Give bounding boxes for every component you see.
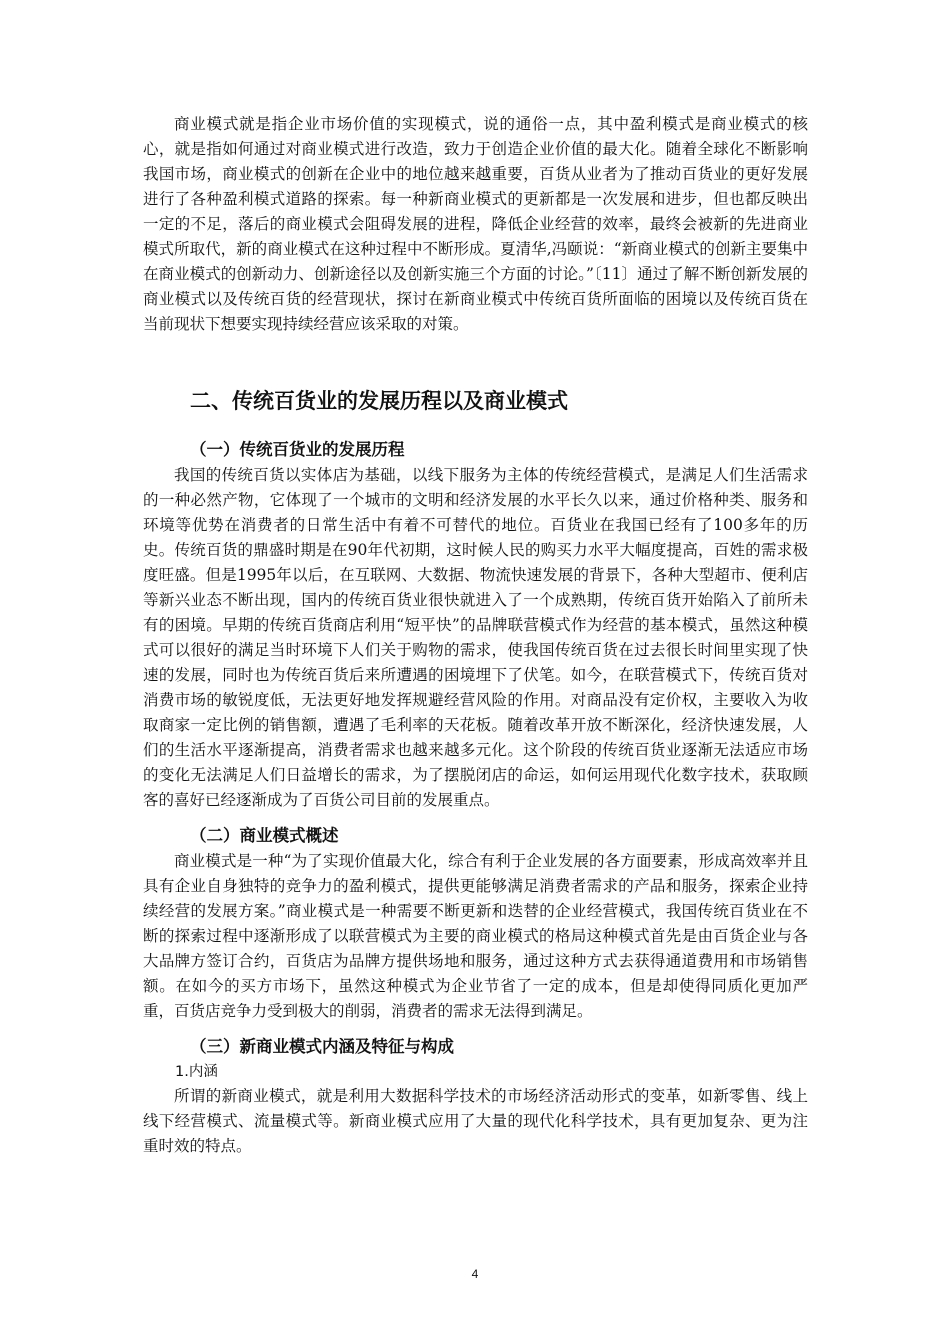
subsection-2-paragraph: 商业模式是一种“为了实现价值最大化，综合有利于企业发展的各方面要素，形成高效率并且具有企业自身独特的竞争力的盈利模式，提供更能够满足消费者需求的产品和服务，探索企业持续经营的发展方案。”商业模式是一种需要不断更新和迭替的企业经营模式，我国传统百货业在不断的探索过程中逐渐形成了以联营模式为主要的商业模式的格局这种模式首先是由百货企业与各大品牌方签订合约，百货店为品牌方提供场地和服务，通过这种方式去获得通道费用和市场销售额。在如今的买方市场下，虽然这种模式为企业节省了一定的成本，但是却使得同质化更加严重，百货店竞争力受到极大的削弱，消费者的需求无法得到满足。 xyxy=(143,852,808,1020)
subsection-1-heading: （一）传统百货业的发展历程 xyxy=(190,440,405,459)
subsection-2-heading: （二）商业模式概述 xyxy=(190,826,339,845)
intro-paragraph: 商业模式就是指企业市场价值的实现模式，说的通俗一点，其中盈利模式是商业模式的核心，就是指如何通过对商业模式进行改造，致力于创造企业价值的最大化。随着全球化不断影响我国市场，商业模式的创新在企业中的地位越来越重要，百货从业者为了推动百货业的更好发展进行了各种盈利模式道路的探索。每一种新商业模式的更新都是一次发展和进步，但也都反映出一定的不足，落后的商业模式会阻碍发展的进程，降低企业经营的效率，最终会被新的先进商业模式所取代，新的商业模式在这种过程中不断形成。夏清华,冯颐说：“新商业模式的创新主要集中在商业模式的创新动力、创新途径以及创新实施三个方面的讨论。”〔11〕通过了解不断创新发展的商业模式以及传统百货的经营现状，探讨在新商业模式中传统百货所面临的困境以及传统百货在当前现状下想要实现持续经营应该采取的对策。 xyxy=(143,115,808,333)
subsection-1-paragraph: 我国的传统百货以实体店为基础，以线下服务为主体的传统经营模式，是满足人们生活需求的一种必然产物，它体现了一个城市的文明和经济发展的水平长久以来，通过价格种类、服务和环境等优势在消费者的日常生活中有着不可替代的地位。百货业在我国已经有了100多年的历史。传统百货的鼎盛时期是在90年代初期，这时候人民的购买力水平大幅度提高，百姓的需求极度旺盛。但是1995年以后，在互联网、大数据、物流快速发展的背景下，各种大型超市、便利店等新兴业态不断出现，国内的传统百货业很快就进入了一个成熟期，传统百货开始陷入了前所未有的困境。早期的传统百货商店利用“短平快”的品牌联营模式作为经营的基本模式，虽然这种模式可以很好的满足当时环境下人们关于购物的需求，使我国传统百货在过去很长时间里实现了快速的发展，同时也为传统百货后来所遭遇的困境埋下了伏笔。如今，在联营模式下，传统百货对消费市场的敏锐度低，无法更好地发挥规避经营风险的作用。对商品没有定价权，主要收入为收取商家一定比例的销售额，遭遇了毛利率的天花板。随着改革开放不断深化，经济快速发展，人们的生活水平逐渐提高，消费者需求也越来越多元化。这个阶段的传统百货业逐渐无法适应市场的变化无法满足人们日益增长的需求，为了摆脱闭店的命运，如何运用现代化数字技术，获取顾客的喜好已经逐渐成为了百货公司目前的发展重点。 xyxy=(143,466,808,809)
item-1-paragraph: 所谓的新商业模式，就是利用大数据科学技术的市场经济活动形式的变革，如新零售、线上线下经营模式、流量模式等。新商业模式应用了大量的现代化科学技术，具有更加复杂、更为注重时效的特点。 xyxy=(143,1087,808,1155)
section-2-heading: 二、传统百货业的发展历程以及商业模式 xyxy=(190,389,568,413)
page-number: 4 xyxy=(471,1267,479,1281)
subsection-3-heading: （三）新商业模式内涵及特征与构成 xyxy=(190,1037,454,1056)
page-content xyxy=(143,112,808,1159)
item-1-heading: 1.内涵 xyxy=(175,1064,218,1080)
